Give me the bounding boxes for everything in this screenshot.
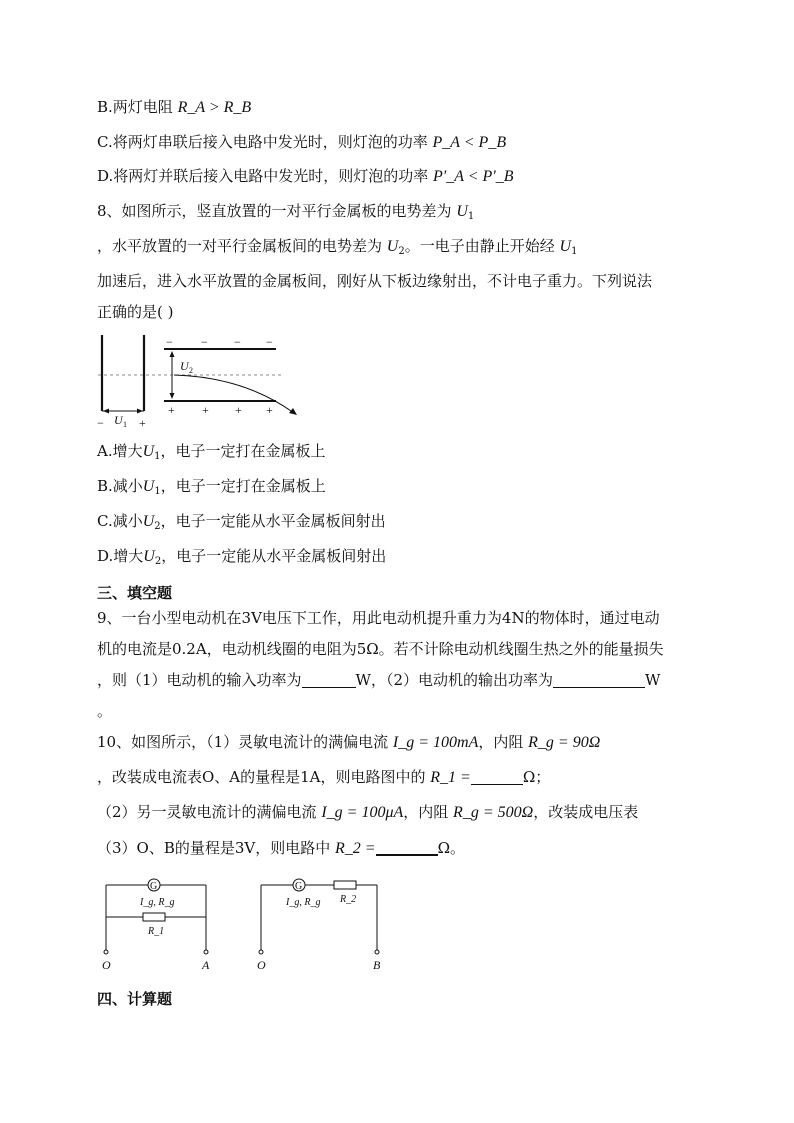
terminal-o-label: O	[257, 958, 266, 972]
q8-stem-line2	[97, 235, 577, 263]
u1-label-sub: 1	[123, 420, 127, 429]
q8-subscript: 1	[467, 211, 475, 222]
q8-symbol: U	[456, 203, 468, 220]
q8-stem-line4: 正确的是( )	[97, 303, 174, 321]
q7-option-b	[97, 96, 251, 119]
plus-sign: +	[139, 416, 146, 430]
q9-text: W，（2）电动机的输出功率为	[355, 671, 554, 689]
electron-trajectory	[174, 375, 294, 413]
q9-text: W	[645, 671, 661, 689]
q10-blank-r2[interactable]	[376, 838, 438, 856]
plus-sign: +	[235, 403, 242, 417]
q7-option-c	[97, 131, 506, 154]
q7-option-c-text: C.将两灯串联后接入电路中发光时，则灯泡的功率	[97, 133, 433, 151]
q10-text: ，改装成电流表O、A的量程是1A，则电路图中的	[97, 768, 431, 786]
minus-sign: −	[201, 335, 208, 349]
q8-stem-text: 8、如图所示，竖直放置的一对平行金属板的电势差为	[97, 202, 457, 220]
q10-text: ，内阻	[403, 803, 454, 821]
q9-line2: 机的电流是0.2A，电动机线圈的电阻为5Ω。若不计除电动机线圈生热之外的能量损失	[97, 640, 664, 658]
terminal-o	[259, 950, 263, 954]
q10-formula-r1: R_1 =	[430, 769, 471, 786]
q10-text: ，内阻	[478, 733, 529, 751]
terminal-o-label: O	[102, 958, 111, 972]
u1-label: U	[114, 413, 123, 427]
u2-label: U	[180, 359, 189, 373]
q8-stem-line3: 加速后，进入水平放置的金属板间，刚好从下板边缘射出，不计电子重力。下列说法	[97, 272, 653, 290]
terminal-o	[104, 950, 108, 954]
q10-text: ，改装成电压表	[533, 803, 639, 821]
q8-option-a-symbol: U	[142, 443, 155, 460]
q8-option-a-subscript: 1	[154, 451, 161, 462]
q8-option-a	[97, 440, 326, 468]
q9-line1: 9、一台小型电动机在3V电压下工作，用此电动机提升重力为4N的物体时，通过电动	[97, 609, 660, 627]
q9-text: ，则（1）电动机的输入功率为	[97, 671, 302, 689]
q8-option-a-text: ，电子一定打在金属板上	[160, 442, 326, 460]
arrowhead	[289, 408, 297, 415]
arrowhead	[103, 409, 109, 414]
q8-subscript: 1	[571, 246, 578, 257]
u2-label-sub: 2	[189, 366, 193, 375]
q10-text: （3）O、B的量程是3V，则电路中	[97, 839, 336, 857]
q8-stem-text: 。一电子由静止开始经	[404, 237, 560, 255]
q10-line4	[97, 837, 465, 860]
r2-label: R_2	[340, 894, 357, 905]
resistor-r1	[143, 913, 165, 921]
q8-symbol: U	[559, 238, 572, 255]
q10-text: 10、如图所示，（1）灵敏电流计的满偏电流	[97, 733, 393, 751]
q10-text: （2）另一灵敏电流计的满偏电流	[97, 803, 322, 821]
q10-blank-r1[interactable]	[471, 768, 523, 785]
terminal-a-label: A	[202, 958, 210, 972]
q8-option-c-text: C.减小	[97, 512, 143, 530]
r1-label: R_1	[148, 926, 165, 937]
q9-line3	[97, 669, 660, 691]
q7-option-d-text: D.将两灯并联后接入电路中发光时，则灯泡的功率	[97, 167, 434, 185]
q10-formula-r2: R_2 =	[335, 840, 376, 857]
q8-option-a-text: A.增大	[97, 442, 143, 460]
plus-sign: +	[168, 403, 175, 417]
q8-option-d-text: ，电子一定能从水平金属板间射出	[161, 547, 387, 565]
terminal-a	[204, 950, 208, 954]
q10-formula-ig2: I_g = 100μA	[321, 804, 404, 821]
plus-sign: +	[202, 403, 209, 417]
arrowhead	[137, 409, 143, 414]
q8-option-b	[97, 475, 326, 503]
q10-formula-ig: I_g = 100mA	[392, 734, 479, 751]
q10-text: Ω；	[522, 768, 551, 786]
q10-text: Ω。	[437, 839, 466, 857]
section-4-title: 四、计算题	[97, 990, 173, 1008]
q8-stem-text: ，水平放置的一对平行金属板间的电势差为	[97, 237, 387, 255]
q9-blank-output-power[interactable]	[553, 671, 645, 688]
q8-option-d-subscript: 2	[154, 556, 162, 567]
q10-circuit-ammeter	[98, 875, 213, 975]
q8-subscript: 2	[398, 246, 405, 257]
q8-option-d-text: D.增大	[97, 547, 144, 565]
q10-line1	[97, 731, 600, 754]
q8-option-c-text: ，电子一定能从水平金属板间射出	[160, 512, 386, 530]
q7-option-b-text: B.两灯电阻	[97, 98, 178, 116]
galvanometer-label: G	[295, 881, 303, 892]
arrowhead	[170, 393, 175, 399]
ig-rg-label: I_g, R_g	[140, 897, 175, 908]
q8-option-b-symbol: U	[142, 478, 155, 495]
minus-sign: −	[166, 335, 173, 349]
q10-formula-rg: R_g = 90Ω	[528, 734, 601, 751]
q8-option-b-text: B.减小	[97, 477, 143, 495]
galvanometer-label: G	[150, 881, 158, 892]
q9-line4: 。	[97, 702, 113, 720]
q8-option-c	[97, 510, 386, 538]
q7-option-b-formula: R_A > R_B	[177, 99, 252, 116]
arrowhead	[170, 351, 175, 357]
q8-option-b-subscript: 1	[154, 486, 161, 497]
plus-sign: +	[266, 403, 273, 417]
q8-option-c-subscript: 2	[154, 521, 161, 532]
q8-option-d	[97, 545, 386, 573]
terminal-b-label: B	[373, 958, 381, 972]
terminal-b	[375, 950, 379, 954]
ig-rg-label: I_g, R_g	[286, 897, 321, 908]
resistor-r2	[334, 881, 356, 889]
minus-sign: −	[97, 416, 104, 430]
q10-line2	[97, 766, 550, 789]
q10-formula-rg2: R_g = 500Ω	[453, 804, 534, 821]
q7-option-d-formula: P'_A < P'_B	[433, 168, 514, 185]
q8-symbol: U	[386, 238, 399, 255]
q7-option-c-formula: P_A < P_B	[432, 134, 507, 151]
section-3-title: 三、填空题	[97, 584, 173, 602]
minus-sign: −	[266, 335, 273, 349]
q8-stem-line1	[97, 200, 474, 228]
q8-option-b-text: ，电子一定打在金属板上	[160, 477, 326, 495]
q7-option-d	[97, 165, 513, 188]
q8-figure	[94, 333, 309, 433]
q10-circuit-voltmeter	[253, 875, 383, 975]
q8-option-d-symbol: U	[143, 548, 155, 565]
q8-option-c-symbol: U	[142, 513, 155, 530]
minus-sign: −	[234, 335, 241, 349]
q10-line3	[97, 801, 638, 824]
q9-blank-input-power[interactable]	[302, 671, 356, 688]
